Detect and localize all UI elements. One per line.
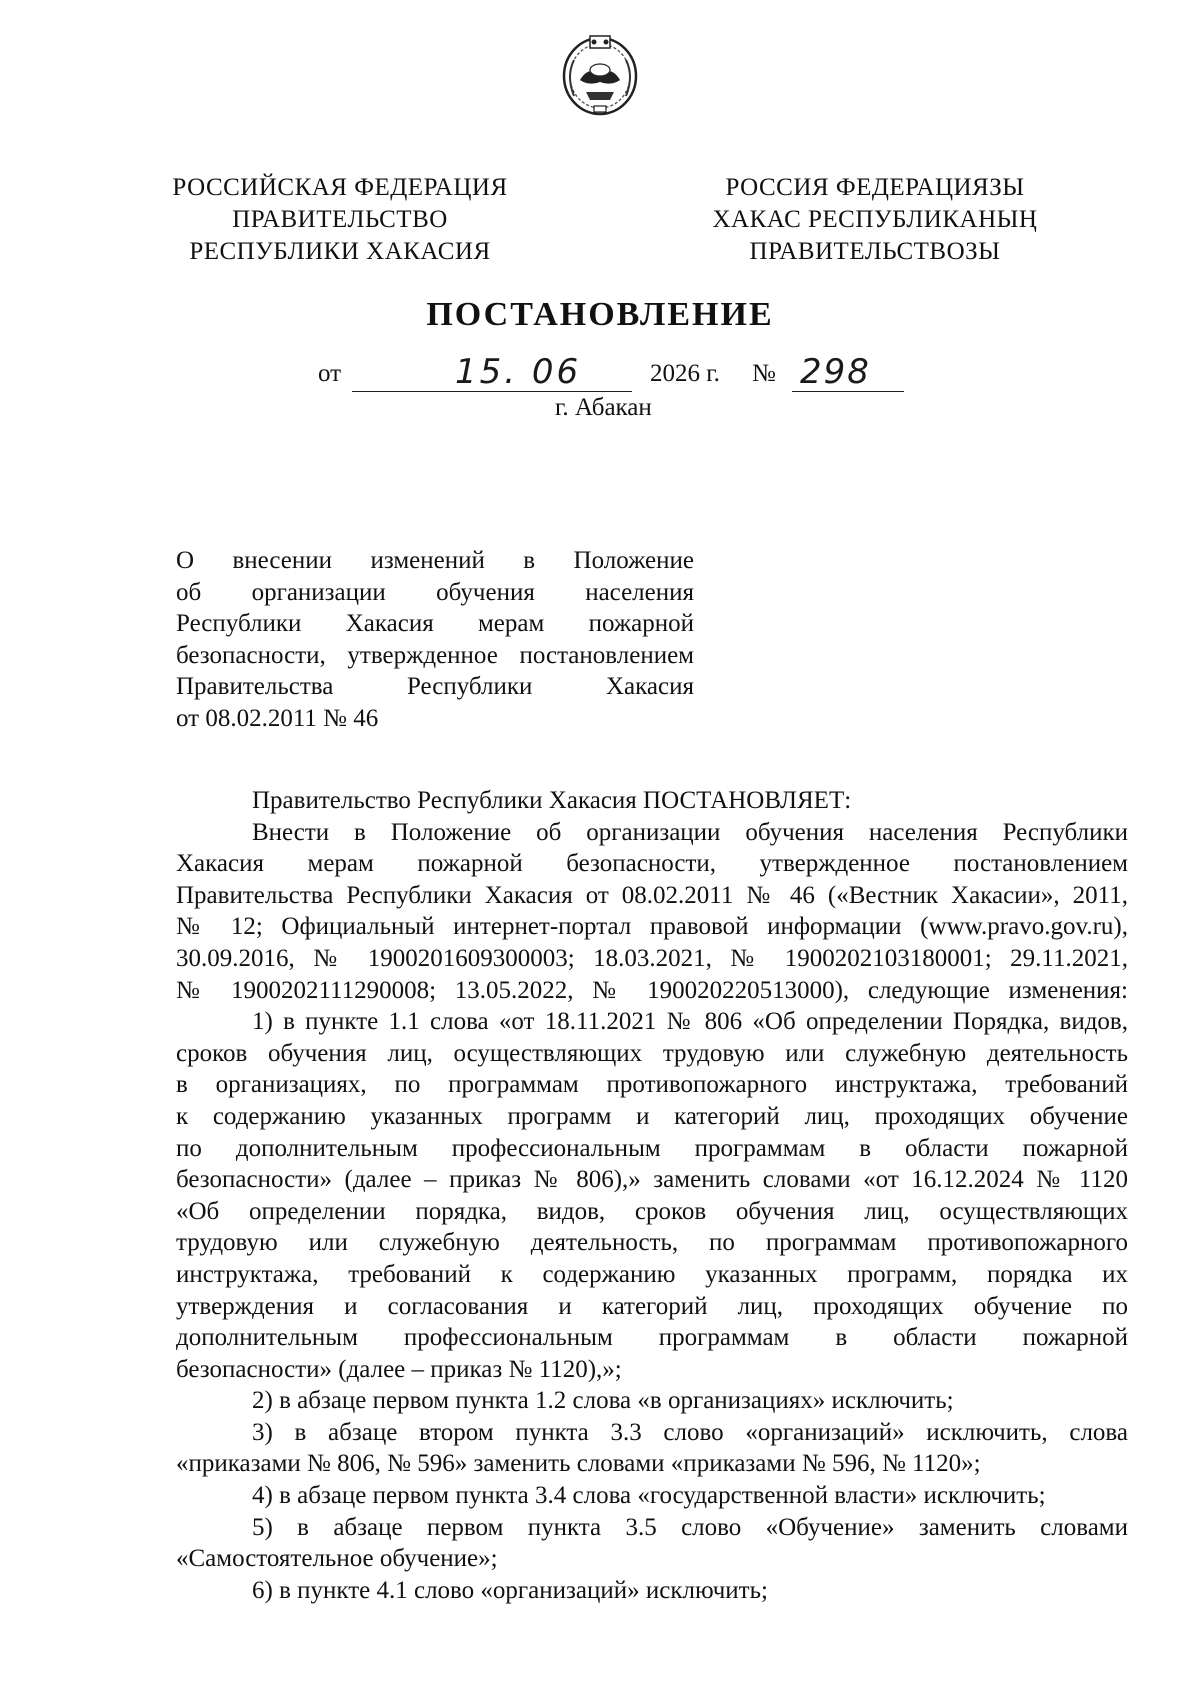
- subject-line: О внесении изменений в Положение: [176, 547, 694, 574]
- subject-line: от 08.02.2011 № 46: [176, 704, 379, 732]
- subject-block: [176, 545, 694, 734]
- subject-line: Правительства Республики Хакасия: [176, 673, 694, 700]
- body-line: утверждения и согласования и категорий лиц, проходящих обучение по: [176, 1292, 1128, 1320]
- date-prefix: от: [318, 360, 342, 387]
- body-line: 2) в абзаце первом пункта 1.2 слова «в организациях» исключить;: [252, 1387, 954, 1415]
- body-line: инструктажа, требований к содержанию указанных программ, порядка их: [176, 1260, 1128, 1288]
- body-line: 1) в пункте 1.1 слова «от 18.11.2021 № 806 «Об определении Порядка, видов,: [252, 1008, 1128, 1036]
- number-prefix: №: [752, 360, 776, 387]
- body-line: к содержанию указанных программ и категорий лиц, проходящих обучение: [176, 1102, 1128, 1130]
- year: 2026 г.: [650, 360, 720, 387]
- handwritten-number: 298: [800, 352, 871, 392]
- body-line: «Об определении порядка, видов, сроков обучения лиц, осуществляющих: [176, 1197, 1128, 1225]
- header-right-line: ПРАВИТЕЛЬСТВОЗЫ: [749, 238, 1001, 265]
- body-line: безопасности» (далее – приказ № 806),» заменить словами «от 16.12.2024 № 1120: [176, 1166, 1128, 1194]
- subject-line: безопасности, утвержденное постановлением: [176, 641, 694, 669]
- body-line: 3) в абзаце втором пункта 3.3 слово «организаций» исключить, слова: [252, 1418, 1128, 1446]
- header-left-line: ПРАВИТЕЛЬСТВО: [232, 206, 448, 233]
- body-line: по дополнительным профессиональным программам в области пожарной: [176, 1134, 1128, 1162]
- body-line: безопасности» (далее – приказ № 1120),»;: [176, 1355, 622, 1383]
- header-russian: [140, 172, 540, 268]
- header-right-line: ХАКАС РЕСПУБЛИКАНЫҢ: [712, 206, 1038, 233]
- handwritten-date: 15. 06: [455, 352, 582, 392]
- body-line: 4) в абзаце первом пункта 3.4 слова «государственной власти» исключить;: [252, 1482, 1046, 1510]
- body-line: 30.09.2016, № 1900201609300003; 18.03.2021, № 1900202103180001; 29.11.2021,: [176, 944, 1128, 972]
- coat-of-arms-emblem-icon: [560, 30, 640, 118]
- city: г. Абакан: [555, 394, 652, 421]
- subject-line: Республики Хакасия мерам пожарной: [176, 610, 694, 637]
- body-line: 5) в абзаце первом пункта 3.5 слово «Обучение» заменить словами: [252, 1513, 1128, 1541]
- document-body: [176, 785, 1128, 1606]
- subject-line: об организации обучения населения: [176, 578, 694, 606]
- body-line: 6) в пункте 4.1 слово «организаций» исключить;: [252, 1576, 768, 1604]
- body-line: Хакасия мерам пожарной безопасности, утвержденное постановлением: [176, 850, 1128, 878]
- body-line: дополнительным профессиональным программам в области пожарной: [176, 1324, 1128, 1352]
- body-line: трудовую или служебную деятельность, по программам противопожарного: [176, 1229, 1128, 1257]
- body-line: «приказами № 806, № 596» заменить словами «приказами № 596, № 1120»;: [176, 1450, 981, 1478]
- header-left-line: РЕСПУБЛИКИ ХАКАСИЯ: [189, 238, 491, 265]
- body-line: Внести в Положение об организации обучения населения Республики: [252, 818, 1128, 846]
- body-line: № 12; Официальный интернет-портал правовой информации (www.pravo.gov.ru),: [176, 913, 1128, 941]
- body-line: № 1900202111290008; 13.05.2022, № 190020220513000), следующие изменения:: [176, 976, 1128, 1004]
- header-left-line: РОССИЙСКАЯ ФЕДЕРАЦИЯ: [172, 174, 508, 201]
- body-line: Правительство Республики Хакасия ПОСТАНОВЛЯЕТ:: [252, 787, 852, 814]
- header-khakas: [700, 172, 1050, 268]
- body-line: сроков обучения лиц, осуществляющих трудовую или служебную деятельность: [176, 1039, 1128, 1067]
- body-line: «Самостоятельное обучение»;: [176, 1545, 498, 1573]
- body-line: Правительства Республики Хакасия от 08.02.2011 № 46 («Вестник Хакасии», 2011,: [176, 881, 1128, 909]
- body-line: в организациях, по программам противопожарного инструктажа, требований: [176, 1071, 1128, 1099]
- header-right-line: РОССИЯ ФЕДЕРАЦИЯЗЫ: [725, 174, 1025, 201]
- document-title: ПОСТАНОВЛЕНИЕ: [426, 296, 774, 333]
